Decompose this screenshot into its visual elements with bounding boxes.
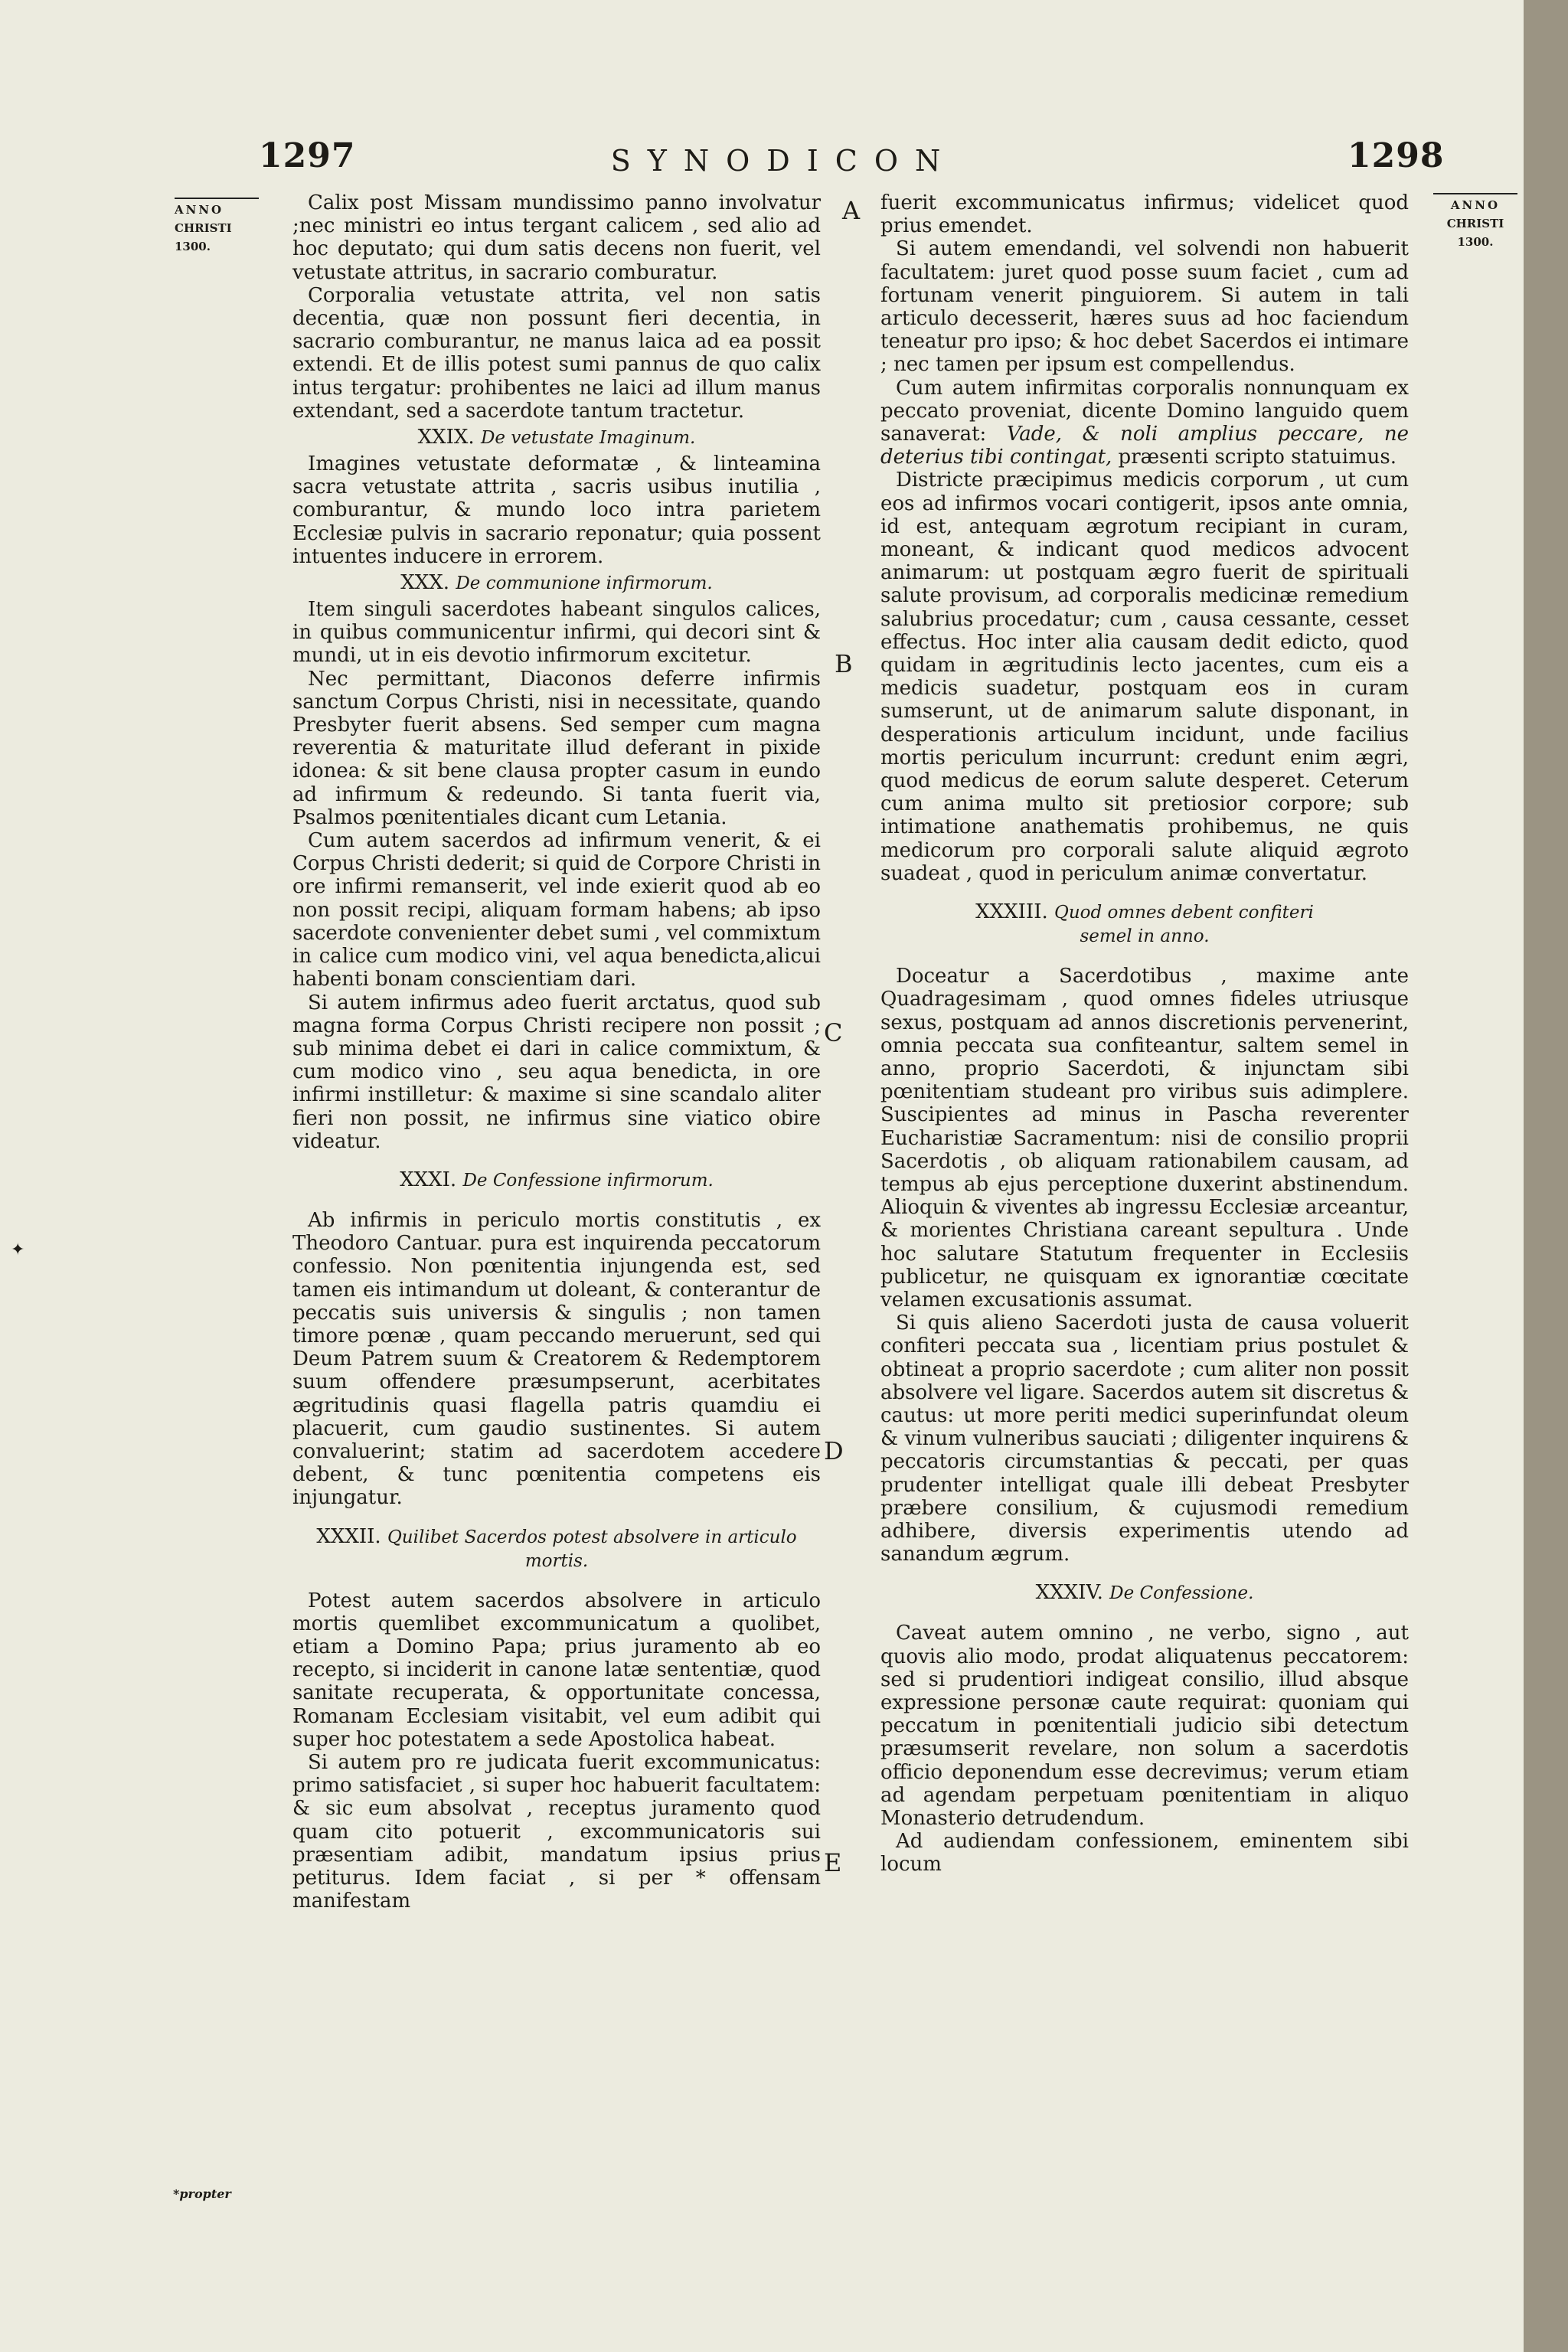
section-letter-e: E bbox=[824, 1848, 842, 1877]
paragraph bbox=[880, 377, 1409, 469]
heading-xxxiv bbox=[880, 1581, 1409, 1605]
heading-xxix bbox=[292, 426, 821, 449]
heading-xxxi bbox=[292, 1168, 821, 1192]
heading-number: XXIX. bbox=[417, 426, 475, 449]
paragraph: Districte præcipimus medicis corporum , ut cum eos ad infirmos vocari contigerit, ipsos ante omnia, id est, antequam ægrotum recipiant in curam, moneant, & indicant quod medicos advocent animarum: ut postquam ægro fuerit de spirituali salute provisum, ad corporalis medicinæ remedium salubrius procedatur; cum , causa cessante, cesset effectus. Hoc inter alia causam dedit edicto, quod quidam in ægritudinis lecto jacentes, cum eis a medicis suadetur, postquam eos in curam sumserunt, ut de animarum salute disponant, in desperationis articulum incidunt, unde facilius mortis periculum incurrunt: credunt enim ægri, quod medicus de eorum salute desperet. Ceterum cum anima multo sit pretiosior corpore; sub intimatione anathematis prohibemus, ne quis medicorum pro corporali salute aliquid ægroto suadeat , quod in periculum animæ convertatur. bbox=[880, 469, 1409, 885]
section-letter-d: D bbox=[824, 1436, 844, 1465]
paragraph: Si autem infirmus adeo fuerit arctatus, quod sub magna forma Corpus Christi recipere non possit ; sub minima debet ei dari in calice commixtum, & cum modico vino , seu aqua benedicta, in ore infirmi instilletur: & maxime si sine scandalo aliter fieri non possit, ne infirmus sine viatico obire videatur. bbox=[292, 991, 821, 1153]
heading-number: XXXIII. bbox=[975, 900, 1048, 924]
footnote-marker: *propter bbox=[173, 2187, 231, 2201]
paragraph: Nec permittant, Diaconos deferre infirmis sanctum Corpus Christi, nisi in necessitate, quando Presbyter fuerit absens. Sed semper cum magna reverentia & maturitate illud deferant in pixide idonea: & sit bene clausa propter casum in eundo ad infirmum & redeundo. Si tanta fuerit via, Psalmos pœnitentiales dicant cum Letania. bbox=[292, 667, 821, 829]
heading-number: XXX. bbox=[400, 571, 450, 595]
heading-title: De vetustate Imaginum. bbox=[480, 428, 696, 449]
left-column bbox=[292, 191, 821, 1913]
quote: Vade, & noli amplius peccare, ne deterius tibi contingat, bbox=[880, 423, 1409, 469]
page-number-right: 1298 bbox=[1348, 136, 1445, 175]
heading-number: XXXIV. bbox=[1035, 1581, 1103, 1605]
section-letter-c: C bbox=[824, 1018, 843, 1047]
heading-xxxiii bbox=[880, 900, 1409, 948]
running-head: SYNODICON bbox=[610, 144, 958, 178]
paragraph: Doceatur a Sacerdotibus , maxime ante Quadragesimam , quod omnes fideles utriusque sexus, postquam ad annos discretionis pervenerint, omnia peccata sua confiteantur, saltem semel in anno, proprio Sacerdoti, & injunctam sibi pœnitentiam studeant pro viribus suis adimplere. Suscipientes ad minus in Pascha reverenter Eucharistiæ Sacramentum: nisi de consilio proprii Sacerdotis , ob aliquam rationabilem causam, ad tempus ab ejus perceptione duxerint abstinendum. Alioquin & viventes ab ingressu Ecclesiæ arceantur, & morientes Christiana careant sepultura . Unde hoc salutare Statutum frequenter in Ecclesiis publicetur, ne quisquam ex ignorantiæ cœcitate velamen excusationis assumat. bbox=[880, 965, 1409, 1312]
anno-label: ANNO bbox=[175, 198, 259, 219]
paragraph: Caveat autem omnino , ne verbo, signo , aut quovis alio modo, prodat aliquatenus peccatorem: sed si prudentiori indigeat consilio, illud absque expressione personæ caute requirat: quoniam qui peccatum in pœnitentiali judicio sibi detectum præsumserit revelare, non solum a sacerdotis officio deponendum esse decrevimus; verum etiam ad agendam perpetuam pœnitentiam in aliquo Monasterio detrudendum. bbox=[880, 1622, 1409, 1830]
right-column bbox=[880, 191, 1409, 1877]
paragraph: Corporalia vetustate attrita, vel non satis decentia, quæ non possunt fieri decentia, in sacrario comburantur, ne manus laica ad ea possit extendi. Et de illis potest sumi pannus de quo calix intus tergatur: prohibentes ne laici ad illum manus extendant, sed a sacerdote tantum tractetur. bbox=[292, 283, 821, 423]
year-label: 1300. bbox=[1457, 235, 1494, 249]
heading-title: De Confessione. bbox=[1109, 1583, 1254, 1604]
heading-title: Quod omnes debent confiteri bbox=[1054, 903, 1314, 923]
page-number-left: 1297 bbox=[259, 136, 356, 175]
heading-xxxii bbox=[292, 1525, 821, 1573]
christi-label: CHRISTI bbox=[175, 221, 232, 235]
heading-title: De Confessione infirmorum. bbox=[462, 1170, 714, 1191]
year-label: 1300. bbox=[175, 240, 211, 253]
heading-number: XXXI. bbox=[400, 1168, 457, 1191]
heading-title-line2: semel in anno. bbox=[1080, 926, 1210, 947]
margin-year-left bbox=[175, 198, 259, 256]
paragraph: fuerit excommunicatus infirmus; videlicet quod prius emendet. bbox=[880, 191, 1409, 238]
paragraph: Si autem pro re judicata fuerit excommunicatus: primo satisfaciet , si super hoc habuerit facultatem: & sic eum absolvat , receptus juramento quod quam cito potuerit , excommunicatoris sui præsentiam adibit, mandatum ipsius prius petiturus. Idem faciat , si per * offensam manifestam bbox=[292, 1750, 821, 1913]
margin-mark: ✦ bbox=[11, 1240, 25, 1259]
text: præsenti scripto statuimus. bbox=[1118, 446, 1397, 469]
heading-title: Quilibet Sacerdos potest absolvere in articulo mortis. bbox=[387, 1527, 797, 1571]
heading-number: XXXII. bbox=[316, 1524, 381, 1548]
anno-label: ANNO bbox=[1433, 193, 1517, 214]
paragraph: Si quis alieno Sacerdoti justa de causa voluerit confiteri peccata sua , licentiam prius postulet & obtineat a proprio sacerdote ; cum aliter non possit absolvere vel ligare. Sacerdos autem sit discretus & cautus: ut more periti medici superinfundat oleum & vinum vulneribus sauciati ; diligenter inquirens & peccatoris circumstantias & peccati, per quas prudenter intelligat quale illi debeat Presbyter præbere consilium, & cujusmodi remedium adhibere, diversis experimentis utendo ad sanandum ægrum. bbox=[880, 1312, 1409, 1566]
paragraph: Ab infirmis in periculo mortis constitutis , ex Theodoro Cantuar. pura est inquirenda peccatorum confessio. Non pœnitentia injungenda est, sed tamen eis intimandum ut doleant, & conterantur de peccatis suis universis & singulis ; non tamen timore pœnæ , quam peccando meruerunt, sed qui Deum Patrem suum & Creatorem & Redemptorem suum offendere præsumpserunt, acerbitates ægritudinis quasi flagella patris quamdiu ei placuerit, cum gaudio sustinentes. Si autem convaluerint; statim ad sacerdotem accedere debent, & tunc pœnitentia competens eis injungatur. bbox=[292, 1208, 821, 1510]
page-edge bbox=[1524, 0, 1568, 2352]
paragraph: Cum autem sacerdos ad infirmum venerit, & ei Corpus Christi dederit; si quid de Corpore Christi in ore infirmi remanserit, vel inde exierit quod ab eo non possit recipi, aliquam formam habens; ab ipso sacerdote convenienter debet sumi , vel commixtum in calice cum modico vini, vel aqua benedicta,alicui habenti bonam conscientiam dari. bbox=[292, 829, 822, 991]
heading-xxx bbox=[292, 571, 821, 595]
section-letter-b: B bbox=[835, 649, 853, 678]
margin-year-right bbox=[1433, 193, 1517, 251]
paragraph: Calix post Missam mundissimo panno involvatur ;nec ministri eo intus tergant calicem , sed alio ad hoc deputato; qui dum satis decens non fuerit, vel vetustate attritus, in sacrario comburatur. bbox=[292, 191, 821, 284]
paragraph: Potest autem sacerdos absolvere in articulo mortis quemlibet excommunicatum a quolibet, etiam a Domino Papa; prius juramento ab eo recepto, si inciderit in canone latæ sententiæ, quod sanitate recuperata, & opportunitate concessa, Romanam Ecclesiam visitabit, vel eum adibit qui super hoc potestatem a sede Apostolica habeat. bbox=[292, 1589, 821, 1751]
christi-label: CHRISTI bbox=[1446, 217, 1504, 230]
paragraph: Imagines vetustate deformatæ , & linteamina sacra vetustate attrita , sacris usibus inutilia , comburantur, & mundo loco intra parietem Ecclesiæ pulvis in sacrario reponatur; quia possent intuentes inducere in errorem. bbox=[292, 452, 821, 568]
paragraph: Si autem emendandi, vel solvendi non habuerit facultatem: juret quod posse suum faciet , cum ad fortunam venerit pinguiorem. Si autem in tali articulo decesserit, hæres suus ad hoc faciendum teneatur pro ipso; & hoc debet Sacerdos ei intimare ; nec tamen per ipsum est compellendus. bbox=[880, 237, 1409, 377]
paragraph: Item singuli sacerdotes habeant singulos calices, in quibus communicentur infirmi, qui decori sint & mundi, ut in eis devotio infirmorum excitetur. bbox=[292, 598, 821, 668]
text: Cum autem infirmitas corporalis nonnunquam ex peccato proveniat, dicente Domino languido quem sanaverat: bbox=[880, 376, 1409, 446]
heading-title: De communione infirmorum. bbox=[456, 573, 713, 594]
section-letter-a: A bbox=[842, 196, 861, 225]
paragraph: Ad audiendam confessionem, eminentem sibi locum bbox=[880, 1830, 1409, 1877]
